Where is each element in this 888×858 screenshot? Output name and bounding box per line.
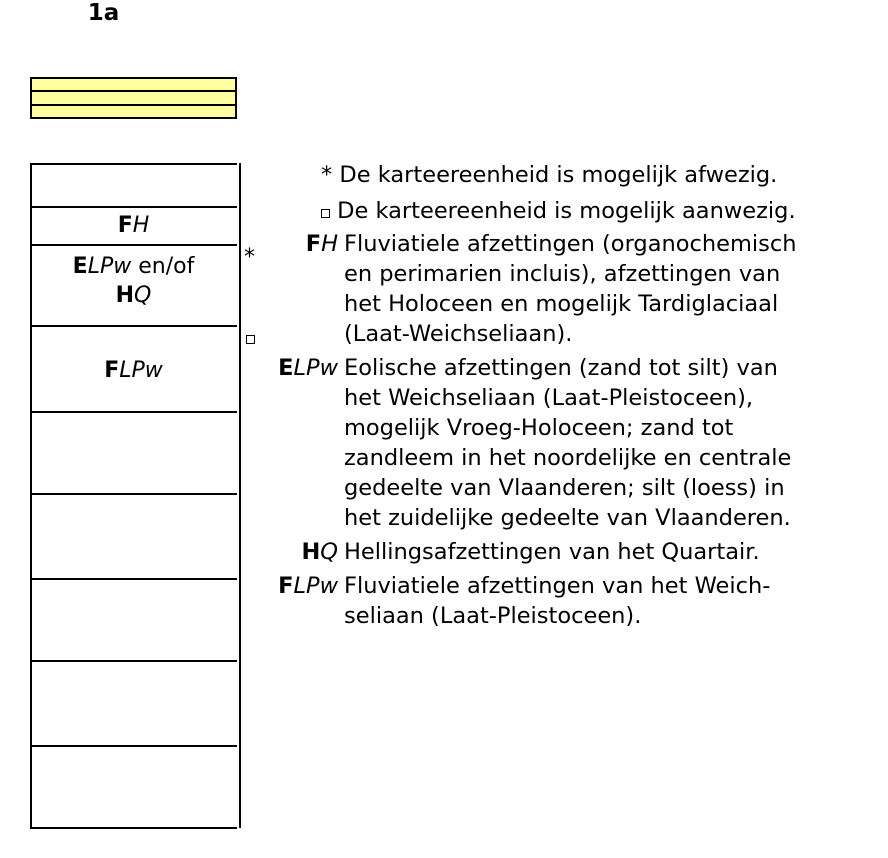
legend-text-hq-1: Hellingsafzettingen van het Quartair. bbox=[344, 539, 760, 565]
layer-boundary bbox=[30, 827, 237, 829]
column-title: 1a bbox=[87, 0, 120, 26]
box-marker-icon bbox=[246, 325, 255, 350]
layer-boundary bbox=[30, 163, 237, 165]
layer-boundary bbox=[30, 745, 237, 747]
legend-box: De karteereenheid is mogelijk aanwezig. bbox=[321, 196, 796, 226]
layer-boundary bbox=[30, 206, 237, 208]
asterisk-symbol: * bbox=[321, 162, 333, 188]
legend-text-elpw-2: het Weichseliaan (Laat-Pleistoceen), bbox=[344, 385, 754, 411]
legend-text-elpw-1: Eolische afzettingen (zand tot silt) van bbox=[344, 355, 778, 381]
top-layer-3 bbox=[30, 104, 237, 119]
legend-code-flpw: FLPw bbox=[278, 573, 338, 599]
legend-text-fh-2: en perimarien incluis), afzettingen van bbox=[344, 261, 781, 287]
legend-text-elpw-3: mogelijk Vroeg-Holoceen; zand tot bbox=[344, 415, 734, 441]
legend-asterisk: * De karteereenheid is mogelijk afwezig. bbox=[321, 162, 778, 188]
cell-label-elpw-hq: ELPw en/of HQ bbox=[72, 254, 195, 308]
cell-label-flpw: FLPw bbox=[104, 358, 163, 383]
legend-text-fh-3: het Holoceen en mogelijk Tardiglaciaal bbox=[344, 291, 779, 317]
layer-boundary bbox=[30, 493, 237, 495]
legend-text-flpw-1: Fluviatiele afzettingen van het Weich- bbox=[344, 573, 771, 599]
legend-text-elpw-4: zandleem in het noordelijke en centrale bbox=[344, 445, 792, 471]
legend-code-fh: FH bbox=[305, 231, 338, 257]
layer-boundary bbox=[30, 660, 237, 662]
legend-code-elpw: ELPw bbox=[278, 355, 338, 381]
cell-label-fh: FH bbox=[117, 213, 150, 238]
legend-text-fh-4: (Laat-Weichseliaan). bbox=[344, 321, 573, 347]
layer-boundary bbox=[30, 244, 237, 246]
legend-text-elpw-5: gedeelte van Vlaanderen; silt (loess) in bbox=[344, 475, 785, 501]
legend-text-elpw-6: het zuidelijke gedeelte van Vlaanderen. bbox=[344, 505, 791, 531]
legend-text-flpw-2: seliaan (Laat-Pleistoceen). bbox=[344, 603, 642, 629]
box-symbol-icon bbox=[321, 209, 330, 218]
legend-code-hq: HQ bbox=[301, 539, 338, 565]
asterisk-marker: * bbox=[244, 245, 255, 270]
layer-boundary bbox=[30, 411, 237, 413]
legend-text-fh-1: Fluviatiele afzettingen (organochemisch bbox=[344, 231, 797, 257]
layer-boundary bbox=[30, 325, 237, 327]
layer-boundary bbox=[30, 578, 237, 580]
